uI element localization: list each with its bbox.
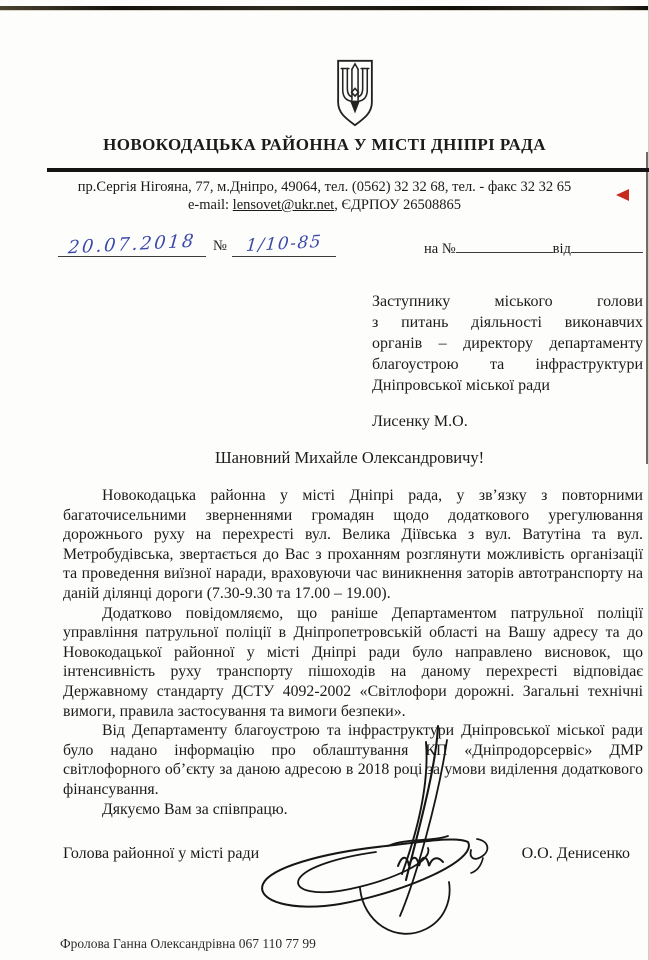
- salutation: Шановний Михайле Олександровичу!: [215, 448, 485, 467]
- reply-number-label: на №: [424, 241, 456, 257]
- org-contact-line: [0, 197, 649, 214]
- number-sign: №: [213, 238, 227, 254]
- addressee-name: Лисенку М.О.: [372, 413, 468, 430]
- addressee-block: [372, 291, 643, 432]
- email-address: lensovet@ukr.net: [232, 197, 335, 213]
- addressee-line: з питань діяльності виконавчих: [372, 314, 643, 331]
- reply-number-blank: [456, 238, 553, 253]
- incoming-reference: [424, 238, 643, 258]
- outgoing-date-handwritten: 20.07.2018: [67, 230, 197, 259]
- letterhead-divider: [47, 168, 649, 172]
- edrpou-code: , ЄДРПОУ 26508865: [334, 197, 462, 213]
- ukraine-trident-shield-icon: [332, 55, 378, 131]
- red-left-arrow-mark-icon: [616, 189, 629, 201]
- signatory-position: Голова районної у місті ради: [63, 845, 260, 862]
- body-paragraph: Від Департаменту благоустрою та інфраструктури Дніпровської міської ради було надано інформацію про облаштування КП «Дніпродорсервіс» ДМР світлофорного об’єкту за даною адресою в 2018 році за умови виділення додаткового фінансування.: [63, 722, 643, 798]
- executor-contact: Фролова Ганна Олександрівна 067 110 77 99: [60, 936, 316, 951]
- body-paragraph: Дякуємо Вам за співпрацю.: [102, 800, 288, 818]
- letter-body: [63, 486, 643, 819]
- outgoing-number-handwritten: 1/10-85: [245, 231, 323, 257]
- org-name-title: НОВОКОДАЦЬКА РАЙОННА У МІСТІ ДНІПРІ РАДА: [103, 135, 546, 154]
- reply-date-blank: [571, 238, 643, 253]
- addressee-line: благоустрою та інфраструктури: [372, 356, 643, 373]
- signature-row: [63, 845, 630, 863]
- body-paragraph: Додатково повідомляємо, що раніше Департаментом патрульної поліції управління патрульної поліції в Дніпропетровській області на Вашу адресу та до Новокодацької районної у місті Дніпрі ради було направлено висновок, що інтенсивність руху транспорту пішоходів на даному перехресті відповідає Державному стандарту ДСТУ 4092-2002 «Світлофори дорожні. Загальні технічні вимоги, правила застосування та вимоги безпеки».: [63, 604, 643, 720]
- body-paragraph: Новокодацька районна у місті Дніпрі рада, у зв’язку з повторними багаточисельними зверненнями громадян щодо додаткового урегулювання дорожнього руху на перехресті вул. Велика Діївська з вул. Ватутіна та вул. Метробудівська, звертається до Вас з проханням розглянути можливість організації та проведення виїзної наради, враховуючи час виникнення заторів автотранспорту на даній ділянці дороги (7.30-9.30 та 17.00 – 19.00).: [63, 487, 643, 602]
- reply-date-label: від: [552, 241, 571, 257]
- reference-row: [0, 230, 649, 262]
- outgoing-date-field: [58, 230, 206, 259]
- addressee-line: органів – директору департаменту: [372, 335, 643, 352]
- org-address-line: пр.Сергія Нігояна, 77, м.Дніпро, 49064, тел. (0562) 32 32 68, тел. - факс 32 32 65: [77, 179, 572, 195]
- email-label: e-mail:: [187, 197, 233, 213]
- addressee-line: Дніпровської міської ради: [372, 377, 550, 394]
- scan-artifact-top-edge: [0, 6, 649, 11]
- outgoing-number-field: [232, 231, 336, 257]
- addressee-line: Заступнику міського голови: [372, 293, 643, 310]
- signatory-name: О.О. Денисенко: [521, 845, 630, 862]
